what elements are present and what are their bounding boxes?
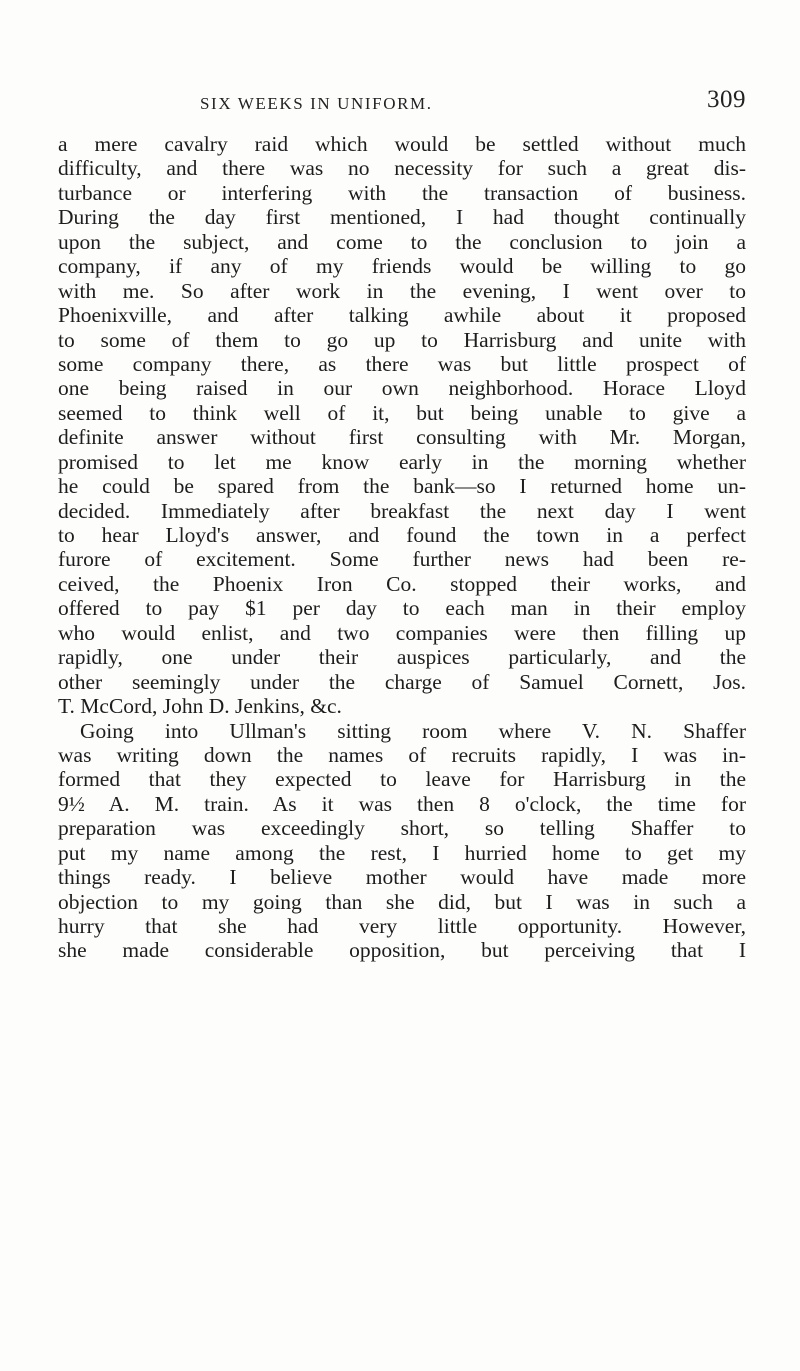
text-line: he could be spared from the bank—so I returned home un-: [58, 474, 746, 499]
text-line: a mere cavalry raid which would be settled without much: [58, 132, 746, 156]
text-line: During the day first mentioned, I had thought continually: [58, 205, 746, 230]
text-line: decided. Immediately after breakfast the next day I went: [58, 498, 746, 523]
running-title: SIX WEEKS IN UNIFORM.: [200, 94, 433, 113]
running-head: [60, 86, 746, 116]
text-line: things ready. I believe mother would have made more: [58, 865, 746, 890]
text-line: company, if any of my friends would be willing to go: [58, 254, 746, 279]
text-line: put my name among the rest, I hurried home to get my: [58, 840, 746, 865]
text-line: rapidly, one under their auspices particularly, and the: [58, 645, 746, 670]
text-line: furore of excitement. Some further news had been re-: [58, 547, 746, 572]
text-line: some company there, as there was but little prospect of: [58, 351, 746, 376]
page-number: 309: [707, 86, 746, 113]
text-line: to some of them to go up to Harrisburg and unite with: [58, 327, 746, 352]
text-line: preparation was exceedingly short, so telling Shaffer to: [58, 816, 746, 841]
text-line: was writing down the names of recruits rapidly, I was in-: [58, 742, 746, 767]
text-line: upon the subject, and come to the conclusion to join a: [58, 229, 746, 254]
text-line: offered to pay $1 per day to each man in their employ: [58, 596, 746, 621]
text-line: difficulty, and there was no necessity for such a great dis-: [58, 156, 746, 181]
body-text: [58, 132, 746, 963]
text-line: she made considerable opposition, but perceiving that I: [58, 938, 746, 963]
text-line: who would enlist, and two companies were then filling up: [58, 620, 746, 645]
text-line: seemed to think well of it, but being unable to give a: [58, 400, 746, 425]
paragraph-start-line: Going into Ullman's sitting room where V. N. Shaffer: [80, 718, 746, 743]
text-line: 9½ A. M. train. As it was then 8 o'clock, the time for: [58, 791, 746, 816]
text-line: with me. So after work in the evening, I went over to: [58, 278, 746, 303]
text-line: objection to my going than she did, but I was in such a: [58, 889, 746, 914]
text-line: formed that they expected to leave for Harrisburg in the: [58, 767, 746, 792]
text-line: turbance or interfering with the transaction of business.: [58, 180, 746, 205]
text-line: other seemingly under the charge of Samuel Cornett, Jos.: [58, 669, 746, 694]
text-line: Phoenixville, and after talking awhile about it proposed: [58, 303, 746, 328]
text-line: one being raised in our own neighborhood. Horace Lloyd: [58, 376, 746, 401]
paragraph-end-line: T. McCord, John D. Jenkins, &c.: [58, 694, 342, 719]
text-line: promised to let me know early in the morning whether: [58, 449, 746, 474]
text-line: definite answer without first consulting with Mr. Morgan,: [58, 425, 746, 450]
text-line: to hear Lloyd's answer, and found the town in a perfect: [58, 523, 746, 547]
text-line: ceived, the Phoenix Iron Co. stopped their works, and: [58, 571, 746, 596]
text-line: hurry that she had very little opportunity. However,: [58, 914, 746, 938]
